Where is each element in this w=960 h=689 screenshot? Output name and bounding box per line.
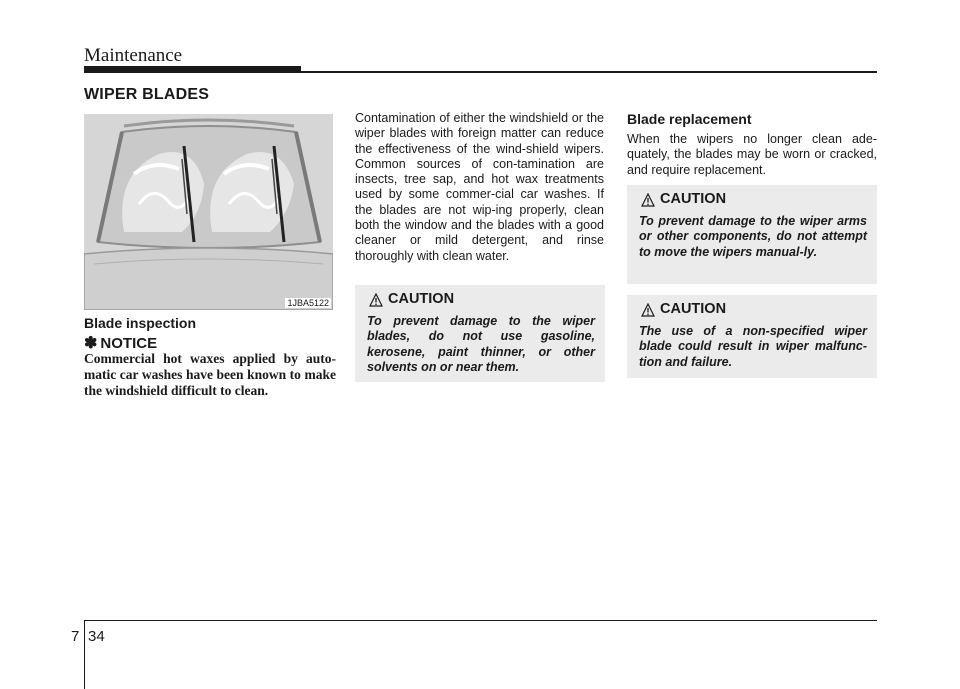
caution-text: To prevent damage to the wiper blades, do not use gasoline, kerosene, paint thinner, or other solvents on or near them. [367,314,595,374]
windshield-illustration [84,114,333,310]
caution-header [641,191,726,207]
caution-box-non-specified-blade [627,295,877,378]
contamination-paragraph: Contamination of either the windshield or the wiper blades with foreign matter can reduce the effectiveness of the wind-shield wipers. Common sources of con-tamination are insects, tree sap, and hot wax treatments used by some commer-cial car washes. If the blades are not wip-ing properly, clean both the window and the blades with a good cleaner or mild detergent, and rinse thoroughly with clean water. [355,111,604,263]
caution-header [641,301,726,317]
figure-code: 1JBA5122 [287,298,329,308]
section-label: Maintenance [84,45,183,66]
warning-triangle-icon [369,293,383,307]
warning-triangle-icon [641,303,655,317]
heading-blade-inspection: Blade inspection [84,315,197,331]
notice-star-icon: ✽ [84,335,98,352]
notice-label: NOTICE [100,334,158,352]
caution-label: CAUTION [660,301,727,317]
page-title: WIPER BLADES [84,86,210,103]
caution-box-manual-move [627,185,877,284]
footer-divider [84,620,85,689]
caution-label: CAUTION [388,291,455,307]
header-rule-thick [84,66,301,73]
page-number: 34 [88,628,105,645]
header-rule-thin [301,71,877,73]
caution-label: CAUTION [660,191,727,207]
caution-text: The use of a non-specified wiper blade could result in wiper malfunc-tion and failure. [639,324,867,369]
heading-blade-replacement: Blade replacement [627,111,752,127]
caution-header [369,291,454,307]
footer-rule [84,620,877,621]
chapter-number: 7 [71,628,80,645]
notice-text: Commercial hot waxes applied by auto-matic car washes have been known to make the windshield difficult to clean. [84,351,336,398]
caution-text: To prevent damage to the wiper arms or other components, do not attempt to move the wipers manual-ly. [639,214,867,259]
replacement-paragraph: When the wipers no longer clean ade-quately, the blades may be worn or cracked, and require replacement. [627,132,877,177]
notice-heading [84,333,157,353]
caution-box-solvents [355,285,605,382]
windshield-drawing [84,114,333,310]
warning-triangle-icon [641,193,655,207]
